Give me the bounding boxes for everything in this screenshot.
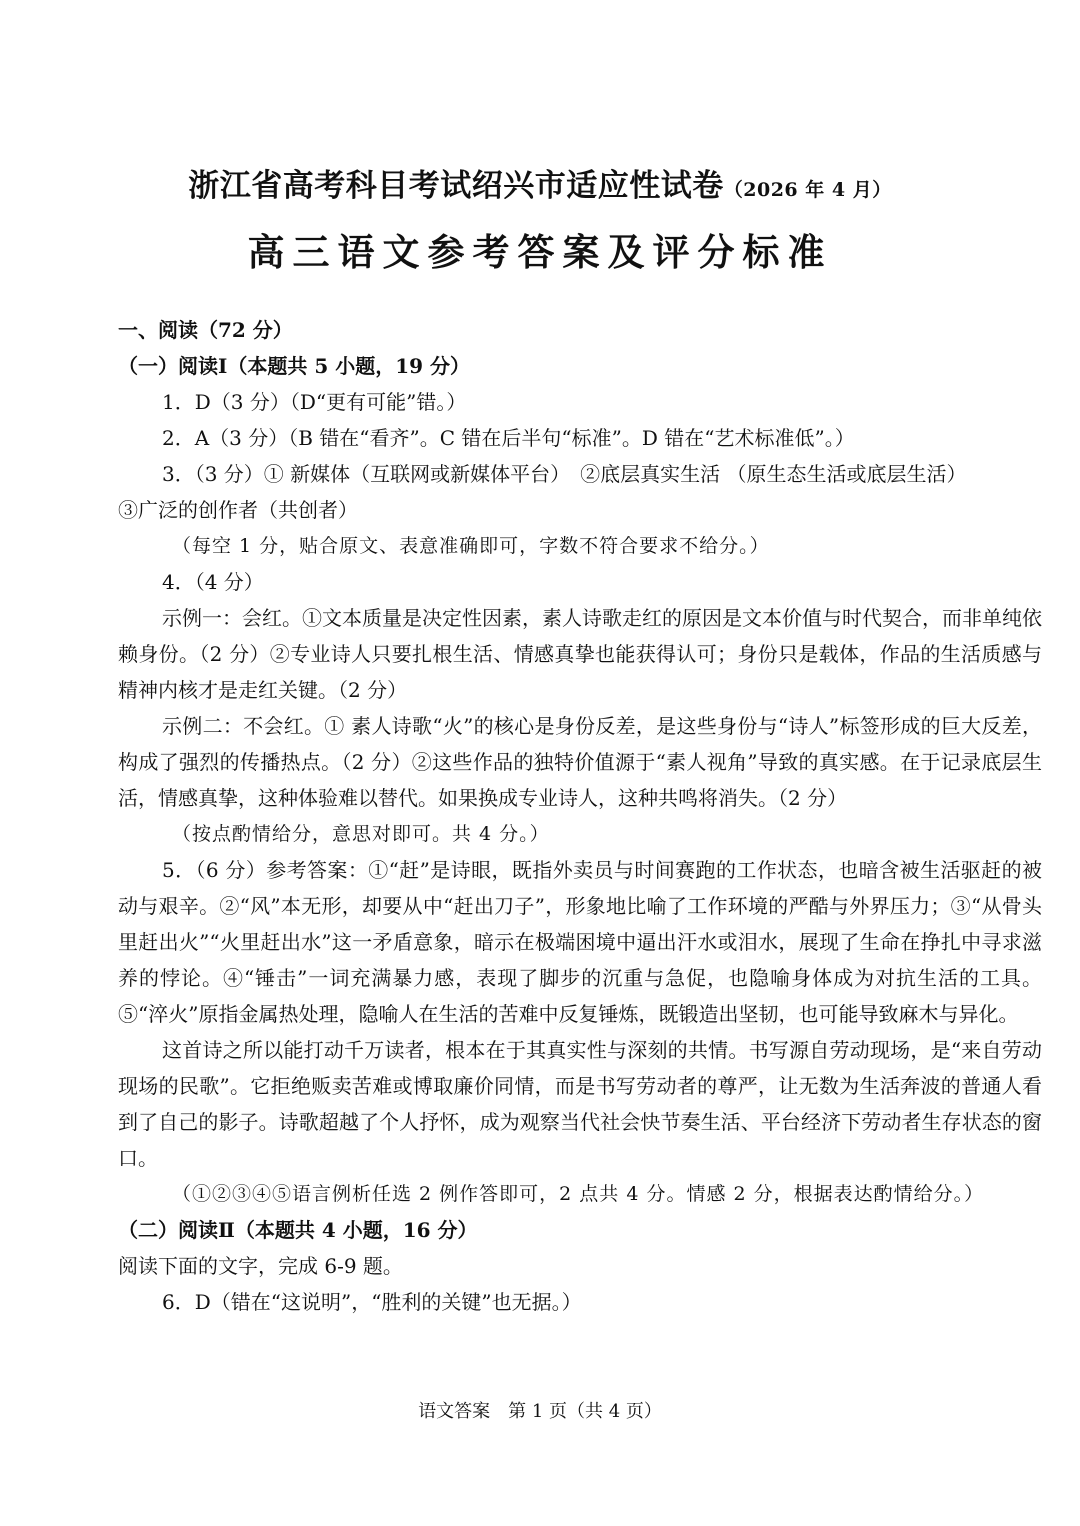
answer-content xyxy=(118,312,1042,1320)
part-heading-reading-2: （二）阅读Ⅱ（本题共 4 小题，16 分） xyxy=(118,1218,478,1242)
document-date: （2026 年 4 月） xyxy=(723,179,892,201)
answer-q5-para1: 5．（6 分）参考答案：①“赶”是诗眼，既指外卖员与时间赛跑的工作状态，也暗含被生活驱赶的被动与艰辛。②“风”本无形，却要从中“赶出刀子”，形象地比喻了工作环境的严酷与外界压力；③“从骨头里赶出火”“火里赶出水”这一矛盾意象，暗示在极端困境中逼出汗水或泪水，展现了生命在挣扎中寻求滋养的悖论。④“锤击”一词充满暴力感，表现了脚步的沉重与急促，也隐喻身体成为对抗生活的工具。⑤“淬火”原指金属热处理，隐喻人在生活的苦难中反复锤炼，既锻造出坚韧，也可能导致麻木与异化。 xyxy=(118,858,1042,1026)
answer-q1: 1．D（3 分）（D“更有可能”错。） xyxy=(162,390,467,414)
answer-q3-line2: ③广泛的创作者（共创者） xyxy=(118,498,358,522)
answer-q4-example2: 示例二：不会红。① 素人诗歌“火”的核心是身份反差，是这些身份与“诗人”标签形成的巨大反差，构成了强烈的传播热点。（2 分）②这些作品的独特价值源于“素人视角”导致的真实感。在于记录底层生活，情感真挚，这种体验难以替代。如果换成专业诗人，这种共鸣将消失。（2 分） xyxy=(118,714,1042,810)
answer-q2: 2．A（3 分）（B 错在“看齐”。C 错在后半句“标准”。D 错在“艺术标准低”。） xyxy=(162,426,855,450)
part-heading-reading-1: （一）阅读Ⅰ（本题共 5 小题，19 分） xyxy=(118,354,470,378)
answer-q6: 6．D（错在“这说明”，“胜利的关键”也无据。） xyxy=(162,1290,582,1314)
document-title-main: 浙江省高考科目考试绍兴市适应性试卷 xyxy=(188,168,724,204)
page-footer: 语文答案 第 1 页（共 4 页） xyxy=(418,1401,662,1422)
answer-q4-example1: 示例一：会红。①文本质量是决定性因素，素人诗歌走红的原因是文本价值与时代契合，而非单纯依赖身份。（2 分）②专业诗人只要扎根生活、情感真挚也能获得认可；身份只是载体，作品的生活质感与精神内核才是走红关键。（2 分） xyxy=(118,606,1042,702)
answer-q4: 4．（4 分） xyxy=(162,570,264,594)
document-title xyxy=(0,160,1080,205)
section-heading-reading: 一、阅读（72 分） xyxy=(118,318,293,342)
scoring-note-q3: （每空 1 分，贴合原文、表意准确即可，字数不符合要求不给分。） xyxy=(172,535,770,557)
reading-2-instruction: 阅读下面的文字，完成 6-9 题。 xyxy=(118,1254,403,1278)
answer-q3-line1: 3．（3 分）① 新媒体（互联网或新媒体平台） ②底层真实生活 （原生态生活或底层生活） xyxy=(162,462,967,486)
scoring-note-q4: （按点酌情给分，意思对即可。共 4 分。） xyxy=(172,823,550,845)
scoring-note-q5: （①②③④⑤语言例析任选 2 例作答即可，2 点共 4 分。情感 2 分，根据表达酌情给分。） xyxy=(172,1183,985,1205)
answer-q5-para2: 这首诗之所以能打动千万读者，根本在于其真实性与深刻的共情。书写源自劳动现场，是“来自劳动现场的民歌”。它拒绝贩卖苦难或博取廉价同情，而是书写劳动者的尊严，让无数为生活奔波的普通人看到了自己的影子。诗歌超越了个人抒怀，成为观察当代社会快节奏生活、平台经济下劳动者生存状态的窗口。 xyxy=(118,1038,1042,1170)
document-subtitle: 高三语文参考答案及评分标准 xyxy=(247,230,833,274)
